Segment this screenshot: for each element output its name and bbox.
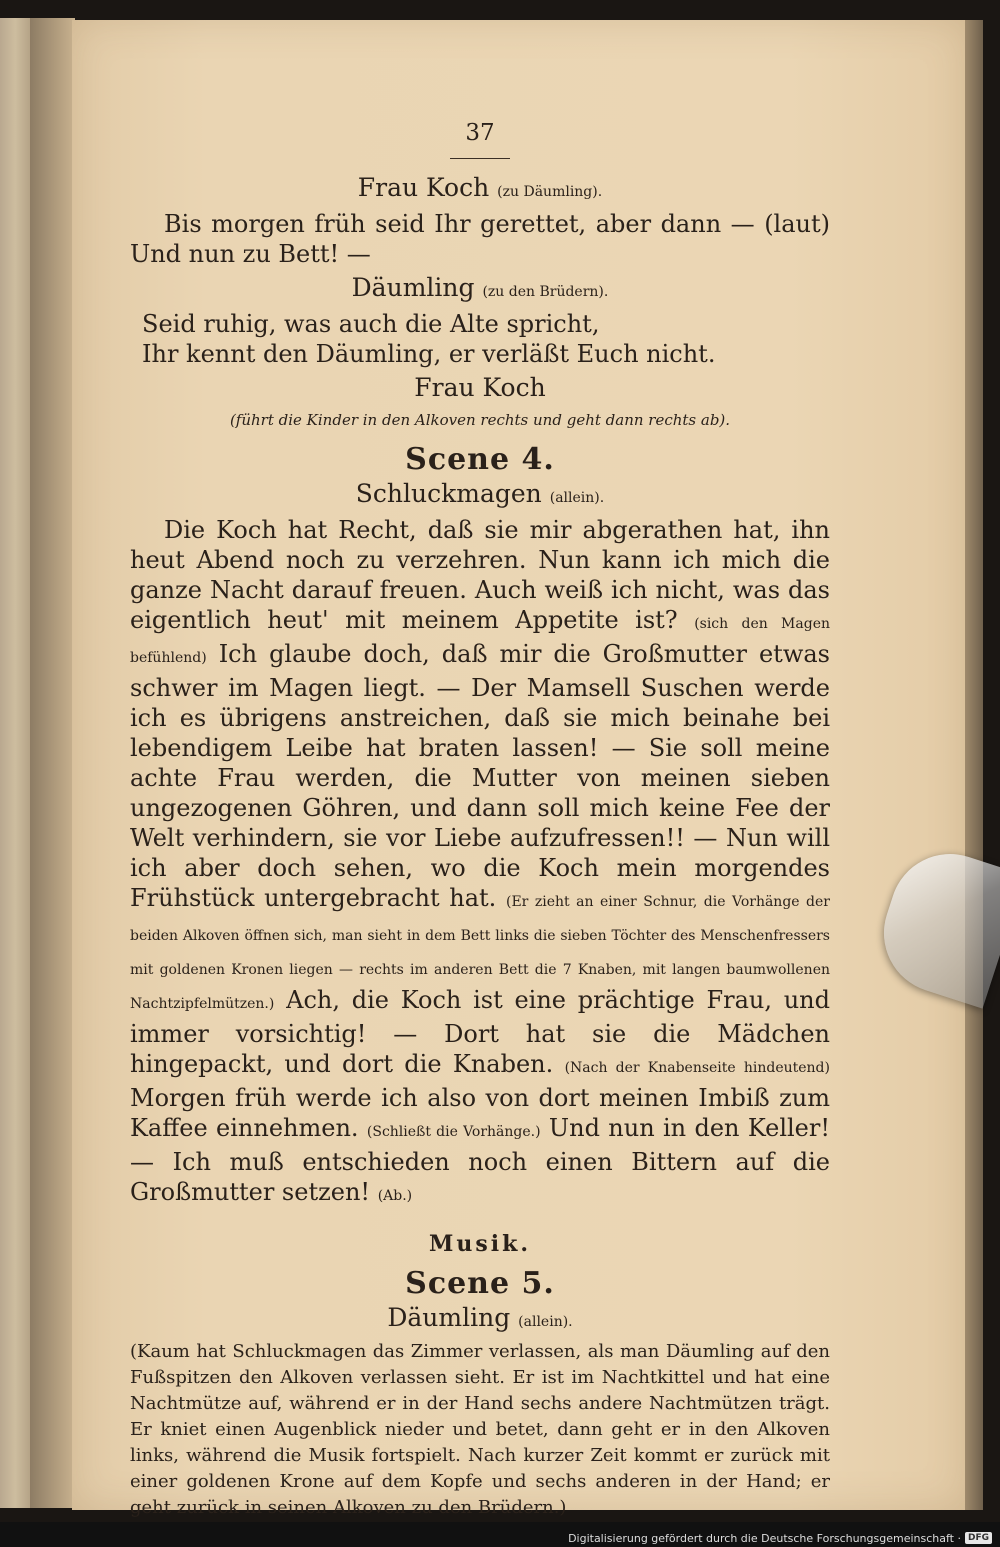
stage-direction: (führt die Kinder in den Alkoven rechts und geht dann rechts ab).: [229, 411, 731, 429]
scene-heading-5: Scene 5.: [405, 1266, 555, 1301]
speaker-daeumling: [130, 273, 830, 307]
stage-direction: (allein).: [549, 490, 605, 506]
speaker-name: Frau Koch: [357, 173, 490, 202]
speaker-daeumling-2: [130, 1303, 830, 1337]
digitization-footer: [568, 1530, 992, 1546]
stage-direction: (Er zieht an einer Schnur, die Vorhänge der beiden Alkoven öffnen sich, man sieht in dem Bett links die sieben Töchter des Menschenfressers mit goldenen Kronen liegen — rechts im anderen Bett die 7 Knaben, mit langen baumwollenen Nachtzipfelmützen.): [130, 894, 830, 1012]
speaker-schluckmagen: [130, 479, 830, 513]
verse-line: Seid ruhig, was auch die Alte spricht,: [142, 310, 600, 338]
speaker-name: Däumling: [387, 1303, 511, 1332]
stage-direction: (Schließt die Vorhänge.): [366, 1124, 541, 1140]
stage-direction: (zu Däumling).: [497, 184, 603, 200]
dialogue-line: Bis morgen früh seid Ihr gerettet, aber dann — (laut) Und nun zu Bett! —: [130, 210, 830, 268]
footer-text: Digitalisierung gefördert durch die Deutsche Forschungsgemeinschaft ·: [568, 1531, 961, 1545]
page-number: 37: [465, 120, 495, 146]
stage-direction-paragraph: (Kaum hat Schluckmagen das Zimmer verlassen, als man Däumling auf den Fußspitzen den Alkoven verlassen sieht. Er ist im Nachtkittel und hat eine Nachtmütze auf, während er in der Hand sechs andere Nachtmützen trägt. Er kniet einen Augenblick nieder und betet, dann geht er in den Alkoven links, während die Musik fortspielt. Nach kurzer Zeit kommt er zurück mit einer goldenen Krone auf dem Kopfe und sechs anderen in der Hand; er geht zurück in seinen Alkoven zu den Brüdern.): [130, 1341, 830, 1518]
monologue-text: Morgen früh werde ich also von dort meinen Imbiß zum Kaffee einnehmen.: [130, 1084, 830, 1142]
dfg-logo-icon: DFG: [965, 1532, 992, 1544]
stage-direction: (Ab.): [377, 1188, 413, 1204]
monologue-text: Die Koch hat Recht, daß sie mir abgerathen hat, ihn heut Abend noch zu verzehren. Nun kann ich mich die ganze Nacht darauf freuen. Auch weiß ich nicht, was das eigentlich heut' mit meinem Appetite ist?: [130, 516, 830, 634]
monologue-text: Ich glaube doch, daß mir die Großmutter etwas schwer im Magen liegt. — Der Mamsell Suschen werde ich es übrigens anstreichen, daß sie mich beinahe bei lebendigem Leibe hat braten lassen! — Sie soll meine achte Frau werden, die Mutter von meinen sieben ungezogenen Göhren, und dann soll mich keine Fee der Welt verhindern, sie vor Liebe aufzufressen!! — Nun will ich aber doch sehen, wo die Koch mein morgendes Frühstück untergebracht hat.: [130, 640, 830, 912]
monologue-text: Ach, die Koch ist eine prächtige Frau, und immer vorsichtig! — Dort hat sie die Mädchen hingepackt, und dort die Knaben.: [130, 986, 830, 1078]
right-page-edge: [965, 20, 983, 1510]
page-number-rule: [450, 158, 510, 159]
stage-direction: (zu den Brüdern).: [482, 284, 609, 300]
speaker-frau-koch-2: Frau Koch: [414, 373, 546, 402]
speaker-frau-koch: [130, 173, 830, 207]
music-cue: Musik.: [429, 1231, 531, 1257]
monologue-paragraph: [130, 515, 830, 1211]
stage-direction: (sich den Magen befühlend): [130, 616, 831, 666]
stage-direction: (Nach der Knabenseite hindeutend): [564, 1060, 830, 1076]
verse-line: Ihr kennt den Däumling, er verläßt Euch nicht.: [142, 340, 716, 368]
book-spine: [30, 18, 75, 1508]
monologue-text: Und nun in den Keller! — Ich muß entschieden noch einen Bittern auf die Großmutter setzen!: [130, 1114, 830, 1206]
speaker-name: Däumling: [351, 273, 475, 302]
scene-heading-4: Scene 4.: [405, 442, 555, 477]
stage-direction: (allein).: [518, 1314, 573, 1330]
speaker-name: Schluckmagen: [355, 479, 542, 508]
page-content: [130, 118, 830, 1521]
